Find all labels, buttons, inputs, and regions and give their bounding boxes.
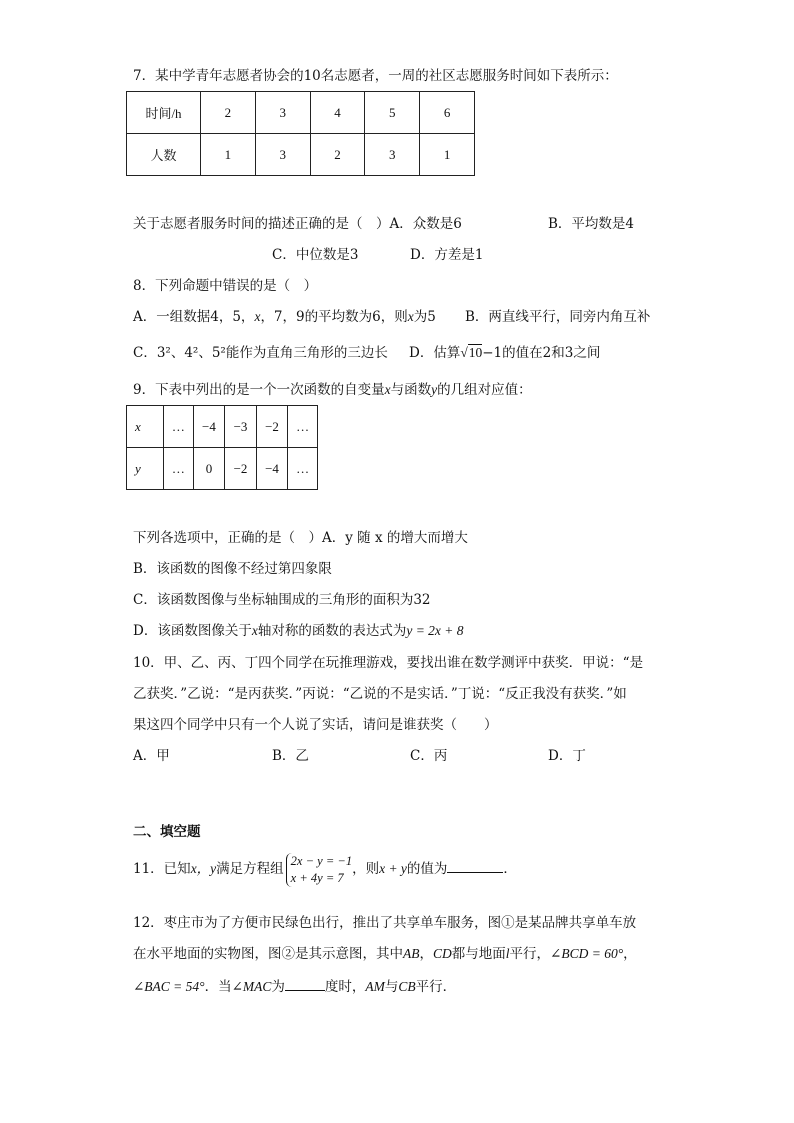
q9-stem-y: y: [431, 382, 438, 397]
q8-a-end: 为5: [413, 309, 436, 325]
q12-post: 平行，: [509, 946, 551, 962]
q9-stem-text: 9．下表中列出的是一个一次函数的自变量: [133, 382, 385, 398]
q11-vars: x，y: [190, 861, 217, 876]
table-cell: −4: [256, 448, 288, 490]
q7-option-c: C．中位数是3: [272, 247, 359, 263]
q8-a-text: A．一组数据4，5，: [133, 309, 255, 325]
table-cell: 0: [193, 448, 225, 490]
q12-text3c: 度时，: [324, 979, 366, 995]
q8-d-text: D．估算: [409, 345, 461, 361]
q8-a-var2: x: [407, 309, 414, 324]
q7-option-d: D．方差是1: [410, 247, 484, 263]
q10-option-b: B．乙: [272, 748, 309, 764]
q9-option-b: B．该函数的图像不经过第四象限: [133, 561, 332, 577]
q10-line-1: 10．甲、乙、丙、丁四个同学在玩推理游戏，要找出谁在数学测评中获奖．甲说：“是: [133, 655, 644, 671]
q9-d-equation: y = 2x + 8: [406, 623, 464, 638]
q9-option-c: C．该函数图像与坐标轴围成的三角形的面积为32: [133, 592, 431, 608]
q11-end: ．: [503, 861, 517, 877]
table-cell: 1: [201, 134, 256, 176]
q12-mid: 都与地面: [451, 946, 506, 962]
table-cell: …: [288, 448, 318, 490]
table-row: [127, 92, 475, 134]
q10-option-d: D．丁: [548, 748, 586, 764]
q10-line-2: 乙获奖．”乙说：“是丙获奖．”丙说：“乙说的不是实话．”丁说：“反正我没有获奖．”如: [133, 686, 627, 702]
q9-table: [126, 405, 318, 490]
table-cell: 1: [420, 134, 475, 176]
q7-table: [126, 91, 475, 176]
q11-mid: 满足方程组: [216, 861, 284, 877]
table-cell: 时间/h: [127, 92, 201, 134]
q12-angle-bcd: ∠BCD = 60°: [550, 946, 624, 961]
q7-ask: 关于志愿者服务时间的描述正确的是（ ）: [133, 216, 390, 232]
q9-d-post: 轴对称的函数的表达式为: [257, 623, 407, 639]
q11-text: 11．已知: [133, 861, 191, 877]
q8-option-b: B．两直线平行，同旁内角互补: [465, 309, 651, 325]
table-cell: …: [164, 448, 194, 490]
q12-am: AM: [365, 979, 385, 994]
q9-stem-post: 的几组对应值：: [437, 382, 532, 398]
q12-text: 在水平地面的实物图，图②是其示意图，其中: [133, 946, 403, 962]
q12-ab: AB: [403, 946, 420, 961]
table-cell: 5: [365, 92, 420, 134]
q12-text3e: 平行．: [415, 979, 457, 995]
q8-stem: 8．下列命题中错误的是（ ）: [133, 278, 318, 294]
table-cell: −3: [225, 406, 257, 448]
q10-line-3: 果这四个同学中只有一个人说了实话，请问是谁获奖（ ）: [133, 717, 498, 733]
q12-end-comma: ，: [623, 946, 637, 962]
section-heading: 二、填空题: [133, 824, 201, 840]
q12-line-2: [133, 945, 637, 963]
q11-post1: ，则: [352, 861, 380, 877]
q7-option-b: B．平均数是4: [548, 216, 635, 232]
q9-ask: 下列各选项中，正确的是（ ）: [133, 530, 322, 546]
q10-option-a: A．甲: [133, 748, 170, 764]
q12-cd: CD: [433, 946, 452, 961]
q11-post2: 的值为: [406, 861, 448, 877]
table-cell: y: [127, 448, 164, 490]
q12-l: l: [505, 946, 510, 961]
q7-ask-line: [133, 215, 462, 233]
q11-eq1: 2x − y = −1: [290, 853, 353, 868]
q9-option-d: [133, 622, 464, 640]
q11-equation-system: [286, 853, 352, 887]
q12-text3: ．当: [204, 979, 232, 995]
q9-d-text: D．该函数图像关于: [133, 623, 252, 639]
answer-blank[interactable]: [447, 858, 503, 873]
q8-a-text2: ，7，9的平均数为6，则: [260, 309, 408, 325]
table-row: [127, 134, 475, 176]
q9-option-a: A．y 随 x 的增大而增大: [322, 530, 468, 546]
table-cell: 人数: [127, 134, 201, 176]
table-cell: −2: [225, 448, 257, 490]
table-cell: 6: [420, 92, 475, 134]
q12-text3b: 为: [271, 979, 285, 995]
q12-angle-bac: ∠BAC = 54°: [133, 979, 205, 994]
table-row: [127, 448, 318, 490]
q7-stem: 7．某中学青年志愿者协会的10名志愿者，一周的社区志愿服务时间如下表所示：: [133, 68, 618, 84]
q12-comma: ，: [419, 946, 433, 962]
table-cell: …: [288, 406, 318, 448]
q10-option-c: C．丙: [410, 748, 448, 764]
q7-option-a: A．众数是6: [389, 216, 462, 232]
table-cell: x: [127, 406, 164, 448]
q12-line-3: [133, 976, 456, 996]
table-cell: −4: [193, 406, 225, 448]
table-cell: 2: [310, 134, 365, 176]
table-cell: 3: [255, 134, 310, 176]
q8-option-c: C．3²、4²、5²能作为直角三角形的三边长: [133, 345, 388, 361]
q12-cb: CB: [398, 979, 416, 994]
table-cell: …: [164, 406, 194, 448]
table-cell: 3: [365, 134, 420, 176]
table-row: [127, 406, 318, 448]
table-cell: 3: [255, 92, 310, 134]
answer-blank[interactable]: [285, 976, 325, 991]
table-cell: 4: [310, 92, 365, 134]
table-cell: 2: [201, 92, 256, 134]
sqrt-sign-icon: √: [460, 345, 468, 360]
q8-option-d: [409, 344, 600, 362]
q11-expr: x + y: [379, 861, 407, 876]
q9-d-var: x: [251, 623, 258, 638]
q9-ask-line: [133, 529, 468, 547]
q12-line-1: 12．枣庄市为了方便市民绿色出行，推出了共享单车服务，图①是某品牌共享单车放: [133, 915, 637, 931]
table-cell: −2: [256, 406, 288, 448]
q8-d-post: −1的值在2和3之间: [482, 345, 601, 361]
q12-text3d: 与: [384, 979, 399, 995]
q9-stem-x: x: [384, 382, 391, 397]
q8-option-a: [133, 308, 436, 326]
q8-d-radicand: 10: [468, 345, 483, 360]
q8-a-var: x: [254, 309, 261, 324]
q12-angle-mac: ∠MAC: [231, 979, 272, 994]
q11-line: [133, 850, 517, 888]
q9-stem-mid: 与函数: [390, 382, 432, 398]
q11-eq2: x + 4y = 7: [290, 870, 344, 885]
q9-stem: [133, 381, 532, 399]
